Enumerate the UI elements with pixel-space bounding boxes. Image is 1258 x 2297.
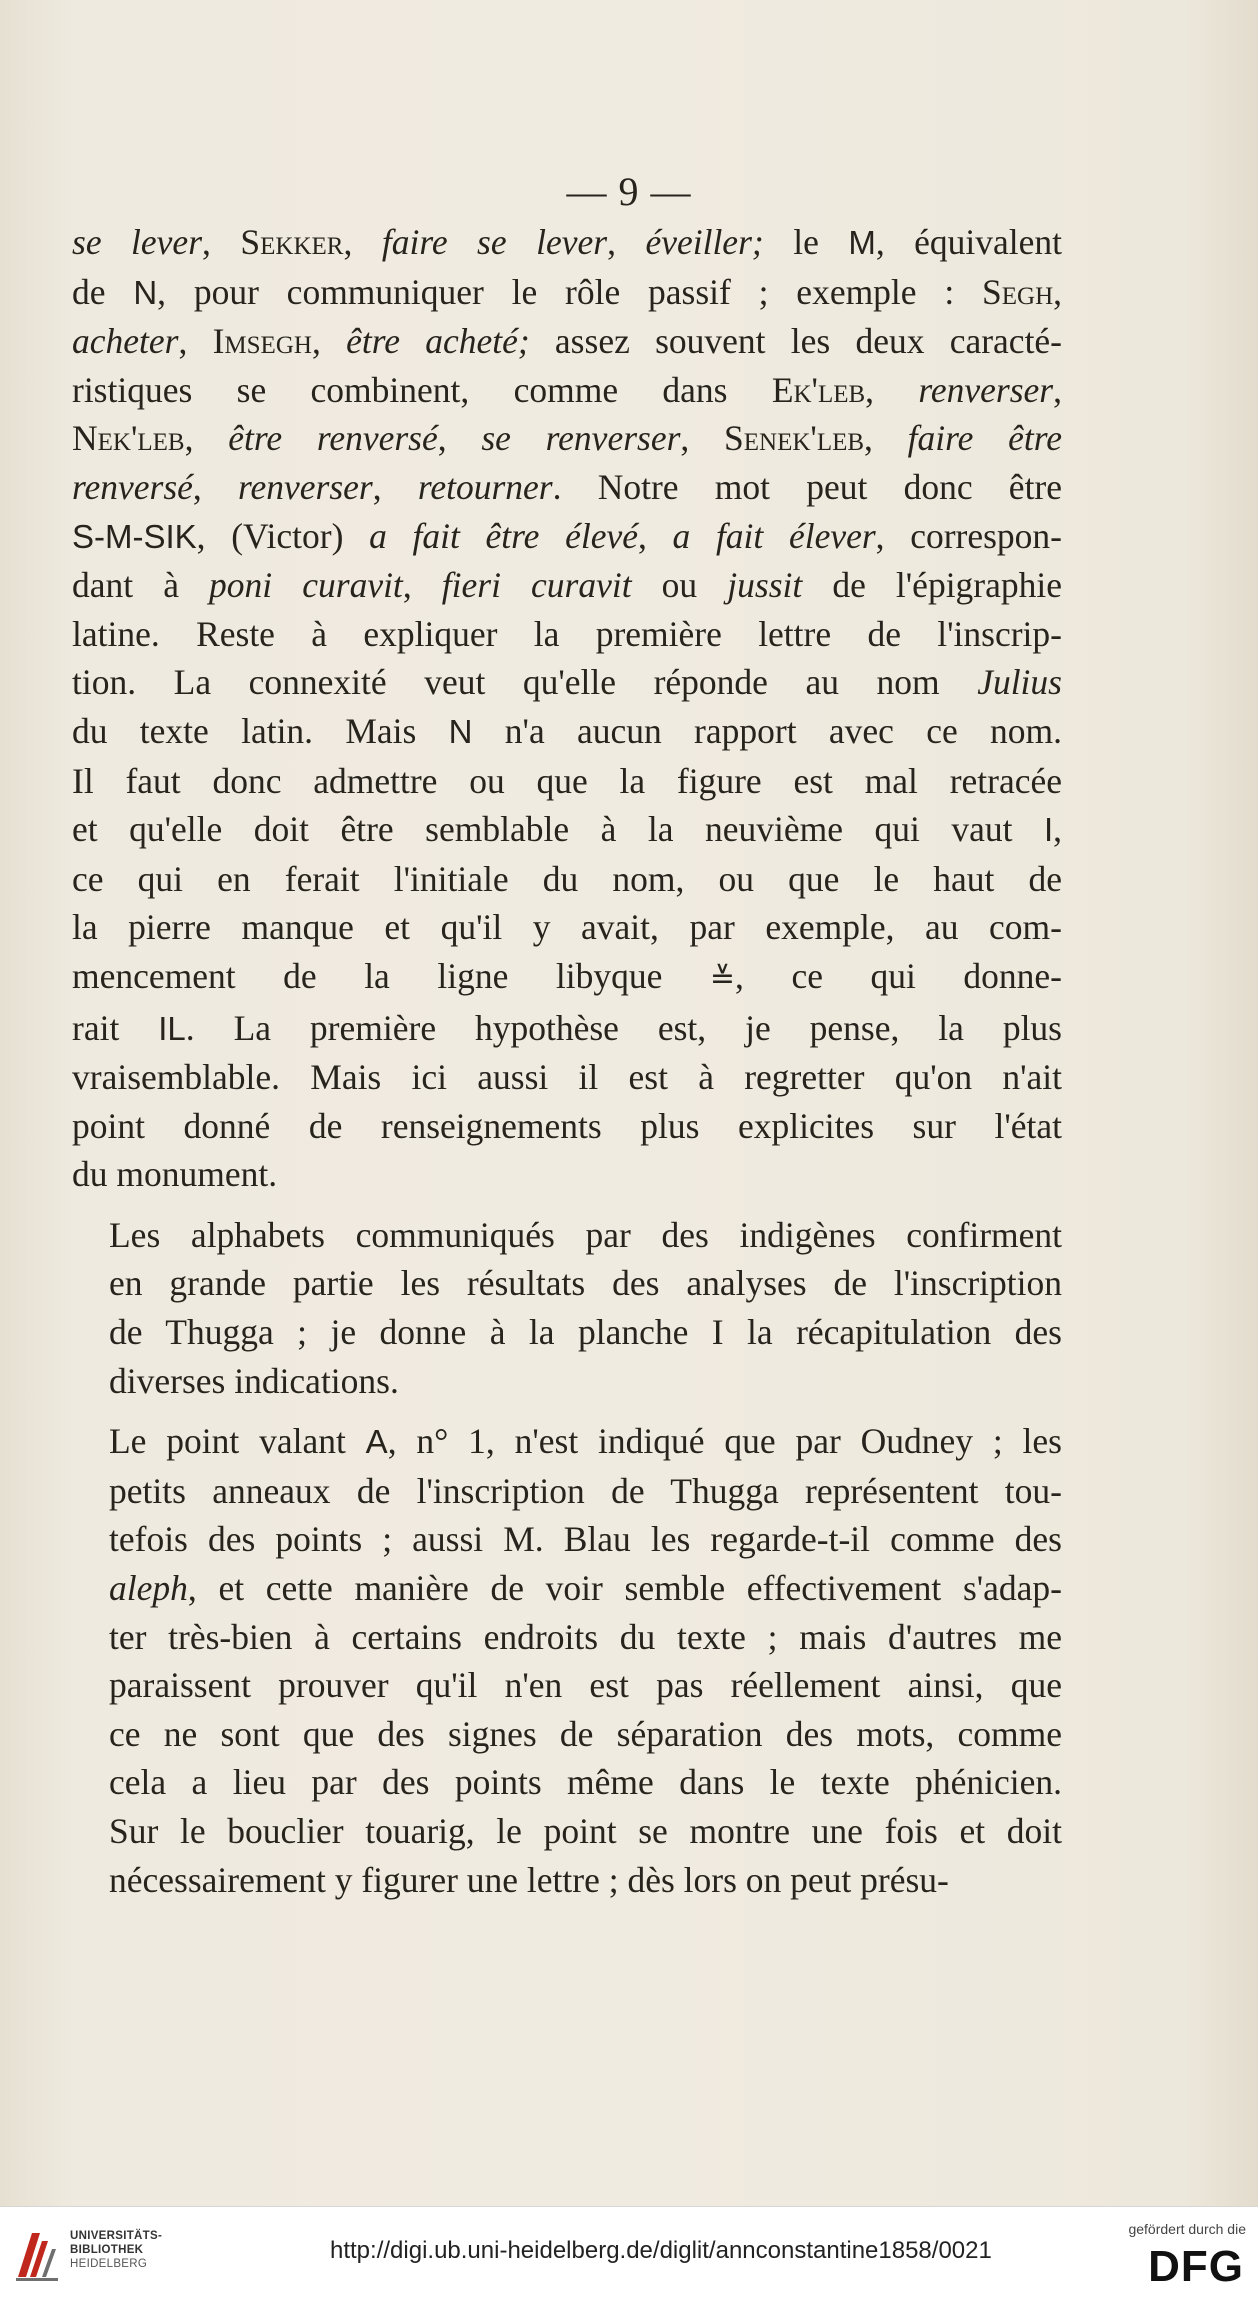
dfg-logo: DFG: [1148, 2242, 1244, 2291]
text-line: [72, 1613, 1062, 1662]
text-line: [72, 1515, 1062, 1564]
text-run: se renverser: [481, 418, 681, 459]
text-run: cela a lieu par des points même dans le texte phénicien.: [109, 1762, 1062, 1803]
text-line: [72, 1004, 1062, 1054]
text-run: ,: [402, 565, 442, 606]
text-line: [72, 1259, 1062, 1308]
text-run: poni curavit: [209, 565, 403, 606]
text-run: , ce qui donne-: [735, 955, 1062, 996]
text-run: rait: [72, 1007, 159, 1048]
text-run: renverser: [918, 369, 1054, 410]
text-run: , n° 1, n'est indiqué que par Oudney ; les: [387, 1421, 1062, 1462]
text-run: ristiques se combinent, comme dans: [72, 369, 772, 410]
text-line: [72, 317, 1062, 366]
text-run: faire être: [907, 418, 1063, 459]
text-run: paraissent prouver qu'il n'en est pas réellement ainsi, que: [109, 1665, 1062, 1706]
text-run: du monument.: [72, 1154, 278, 1195]
text-line: [72, 1807, 1062, 1856]
text-run: , et cette manière de voir semble effectivement s'adap-: [187, 1568, 1062, 1609]
text-run: et qu'elle doit être semblable à la neuvième qui vaut: [72, 809, 1044, 850]
text-line: [72, 1564, 1062, 1613]
text-line: [72, 658, 1062, 707]
text-run: mencement de la ligne libyque: [72, 955, 710, 996]
text-run: du texte latin. Mais: [72, 710, 449, 751]
text-line: [72, 855, 1062, 904]
library-name-line: HEIDELBERG: [70, 2258, 148, 2270]
paragraph: [72, 218, 1062, 1199]
text-run: Senek'leb: [724, 418, 865, 459]
text-run: , équivalent: [875, 222, 1063, 262]
text-run: Imsegh: [212, 321, 312, 362]
text-line: [72, 610, 1062, 659]
text-line: [72, 757, 1062, 806]
permalink-url[interactable]: http://digi.ub.uni-heidelberg.de/diglit/annconstantine1858/0021: [330, 2237, 992, 2264]
text-line: [72, 1856, 1062, 1905]
text-run: ,: [311, 321, 347, 362]
sponsor-label: gefördert durch die: [1128, 2221, 1246, 2237]
text-line: [72, 414, 1062, 463]
paragraph: [72, 1211, 1062, 1405]
text-run: ce qui en ferait l'initiale du nom, ou que le haut de: [72, 858, 1062, 899]
text-line: [72, 268, 1062, 318]
text-line: [72, 1661, 1062, 1710]
text-run: être acheté;: [346, 321, 530, 362]
text-run: . La première hypothèse est, je pense, la plus: [185, 1007, 1062, 1048]
text-run: Les alphabets communiqués par des indigènes confirment: [109, 1214, 1062, 1255]
text-run: ,: [202, 222, 241, 262]
text-run: point donné de renseignements plus explicites sur l'état: [72, 1105, 1062, 1146]
text-run: ,: [178, 321, 213, 362]
text-run: acheter: [72, 321, 179, 362]
text-run: de Thugga ; je donne à la planche I la récapitulation des: [109, 1312, 1062, 1353]
text-run: A: [365, 1423, 388, 1461]
text-run: . Notre mot peut donc être: [552, 466, 1063, 507]
text-run: ter très-bien à certains endroits du texte ; mais d'autres me: [109, 1616, 1062, 1657]
text-run: tefois des points ; aussi M. Blau les regarde-t-il comme des: [109, 1519, 1062, 1560]
viewer-footer: [0, 2206, 1258, 2297]
text-line: [72, 366, 1062, 415]
text-run: le: [763, 222, 849, 262]
paragraph: [72, 1417, 1062, 1904]
text-run: aleph: [109, 1568, 188, 1609]
text-run: ,: [192, 466, 239, 507]
text-line: [72, 1758, 1062, 1807]
text-line: [72, 1102, 1062, 1151]
text-run: tion. La connexité veut qu'elle réponde au nom: [72, 662, 978, 703]
text-run: n'a aucun rapport avec ce nom.: [472, 710, 1062, 751]
library-name: [70, 2229, 162, 2271]
text-run: ,: [864, 418, 908, 459]
text-run: faire se lever: [381, 222, 608, 262]
text-line: [72, 1357, 1062, 1406]
text-run: être renversé: [228, 418, 438, 459]
text-run: dant à: [72, 565, 210, 606]
page-number: — 9 —: [566, 169, 692, 214]
text-line: [72, 1211, 1062, 1260]
text-run: renverser: [238, 466, 373, 507]
text-run: Segh: [982, 271, 1054, 312]
text-run: , correspon-: [875, 515, 1062, 556]
text-run: ,: [343, 222, 382, 262]
text-run: de l'épigraphie: [802, 565, 1063, 606]
text-line: [72, 218, 1062, 268]
text-run: ,: [1053, 809, 1062, 850]
text-run: N: [448, 712, 473, 750]
text-line: [72, 463, 1062, 512]
text-line: [72, 1467, 1062, 1516]
text-line: [72, 952, 1062, 1004]
text-run: a fait élever: [672, 515, 876, 556]
text-run: ,: [1053, 271, 1062, 312]
text-run: ,: [372, 466, 418, 507]
text-run: diverses indications.: [109, 1360, 399, 1401]
text-run: de: [72, 271, 134, 312]
text-run: Sekker: [240, 222, 344, 262]
text-run: ou: [631, 565, 728, 606]
text-run: Sur le bouclier touarig, le point se montre une fois et doit: [109, 1811, 1062, 1851]
text-line: [72, 707, 1062, 757]
text-run: a fait être élevé: [369, 515, 638, 556]
page-body-text: [72, 218, 1062, 1916]
text-line: [72, 1150, 1062, 1199]
text-line: [72, 1417, 1062, 1467]
text-line: [72, 1053, 1062, 1102]
text-run: assez souvent les deux caracté-: [529, 321, 1063, 362]
text-run: retourner: [417, 466, 553, 507]
text-line: [72, 512, 1062, 562]
text-run: fieri curavit: [441, 565, 632, 606]
text-line: [72, 561, 1062, 610]
text-run: IL: [158, 1009, 186, 1047]
text-run: ≚: [709, 960, 736, 996]
text-run: Il faut donc admettre ou que la figure est mal retracée: [72, 760, 1062, 801]
text-run: N: [133, 273, 158, 311]
text-line: [72, 1710, 1062, 1759]
text-line: [72, 1308, 1062, 1357]
text-run: ,: [865, 369, 919, 410]
library-name-line: BIBLIOTHEK: [70, 2244, 144, 2256]
text-run: ,: [637, 515, 673, 556]
text-run: renversé: [72, 466, 193, 507]
text-run: Julius: [977, 662, 1062, 703]
university-library-logo-icon: [12, 2225, 62, 2283]
text-run: éveiller;: [645, 222, 764, 262]
text-run: I: [1043, 811, 1054, 849]
text-run: S-M-SIK: [72, 517, 197, 555]
text-run: latine. Reste à expliquer la première lettre de l'inscrip-: [72, 613, 1062, 654]
text-run: ,: [680, 418, 725, 459]
library-name-line: UNIVERSITÄTS-: [70, 2230, 163, 2242]
text-run: M: [848, 224, 876, 261]
text-run: Ek'leb: [771, 369, 866, 410]
text-run: vraisemblable. Mais ici aussi il est à regretter qu'on n'ait: [72, 1057, 1062, 1098]
text-run: la pierre manque et qu'il y avait, par exemple, au com-: [72, 907, 1062, 948]
text-run: , pour communiquer le rôle passif ; exemple :: [157, 271, 982, 312]
text-run: ce ne sont que des signes de séparation des mots, comme: [109, 1713, 1062, 1754]
text-run: ,: [184, 418, 229, 459]
text-run: , (Victor): [196, 515, 370, 556]
text-run: Le point valant: [109, 1421, 366, 1462]
text-line: [72, 805, 1062, 855]
text-run: jussit: [727, 565, 803, 606]
text-run: Nek'leb: [72, 418, 185, 459]
text-run: se lever: [72, 222, 203, 262]
text-run: ,: [1053, 369, 1062, 410]
text-run: ,: [607, 222, 646, 262]
text-run: en grande partie les résultats des analyses de l'inscription: [109, 1263, 1062, 1304]
text-run: petits anneaux de l'inscription de Thugga représentent tou-: [109, 1470, 1062, 1511]
text-run: nécessairement y figurer une lettre ; dès lors on peut présu-: [109, 1859, 949, 1900]
text-line: [72, 903, 1062, 952]
text-run: ,: [437, 418, 482, 459]
